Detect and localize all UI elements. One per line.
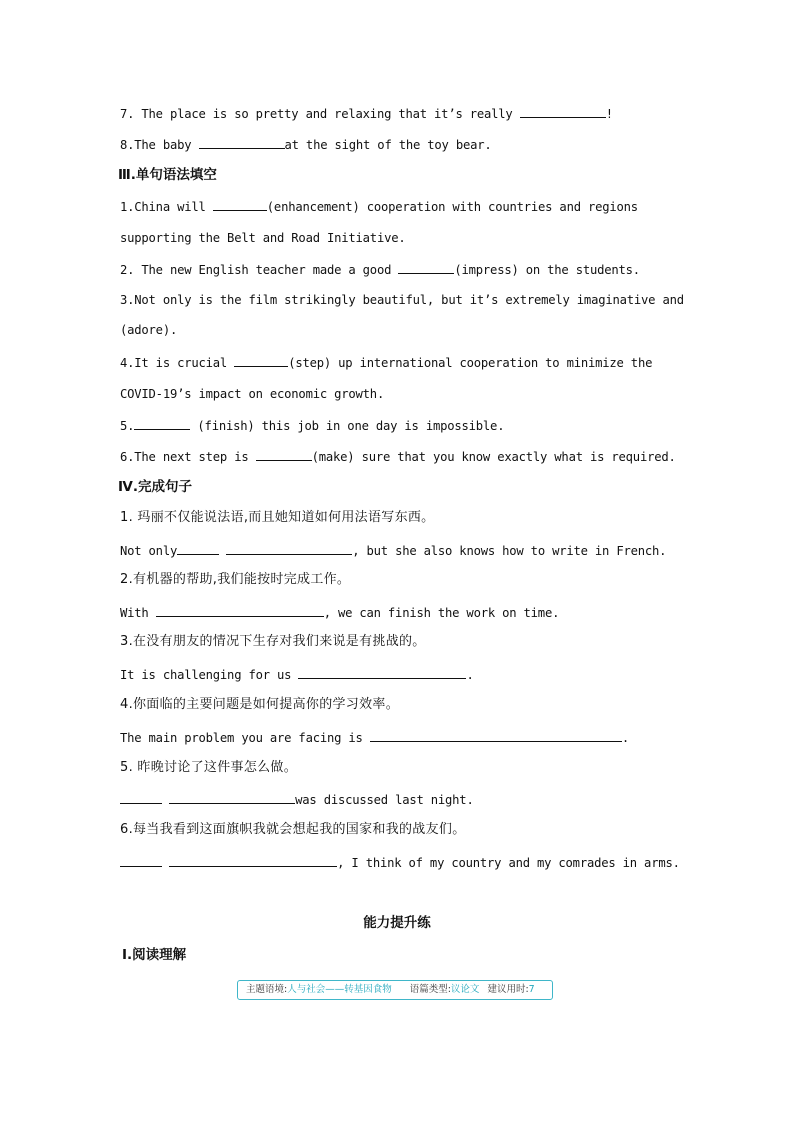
item-text: (impress) on the students.	[454, 263, 640, 277]
topic-label: 主题语境:	[246, 984, 288, 995]
item-text: 2. The new English teacher made a good	[120, 263, 399, 277]
exercise-item-7	[120, 105, 613, 122]
item-text: , I think of my country and my comrades in arms.	[337, 856, 680, 870]
grammar-item-2	[120, 261, 640, 278]
grammar-item-3: 3.Not only is the film strikingly beautiful, but it’s extremely imaginative and	[120, 293, 684, 307]
answer-blank[interactable]	[169, 854, 337, 867]
answer-blank[interactable]	[398, 261, 454, 274]
sentence-answer-3	[120, 666, 474, 683]
item-text: 7. The place is so pretty and relaxing that it’s really	[120, 107, 520, 121]
sentence-prompt-6: 6.每当我看到这面旗帜我就会想起我的国家和我的战友们。	[120, 822, 466, 837]
grammar-item-6	[120, 448, 676, 465]
genre-value: 议论文	[450, 984, 480, 995]
answer-blank[interactable]	[169, 791, 295, 804]
time-label: 建议用时:	[487, 984, 529, 995]
section-heading-sentences: Ⅳ.完成句子	[118, 479, 192, 495]
answer-blank[interactable]	[156, 604, 324, 617]
topic-value: 人与社会——转基因食物	[287, 984, 392, 995]
sentence-answer-2	[120, 604, 559, 621]
grammar-item-1-cont: supporting the Belt and Road Initiative.	[120, 231, 406, 245]
answer-blank[interactable]	[520, 105, 606, 118]
sentence-prompt-4: 4.你面临的主要问题是如何提高你的学习效率。	[120, 697, 400, 712]
item-text: 4.It is crucial	[120, 356, 235, 370]
answer-blank[interactable]	[199, 136, 285, 149]
exercise-item-8	[120, 136, 492, 153]
item-text: , we can finish the work on time.	[323, 606, 560, 620]
item-text: 8.The baby	[120, 138, 199, 152]
item-text: 6.The next step is	[120, 450, 256, 464]
grammar-item-5	[120, 417, 504, 434]
part-title: 能力提升练	[363, 915, 431, 931]
sentence-prompt-5: 5. 昨晚讨论了这件事怎么做。	[120, 760, 298, 775]
item-text: !	[605, 107, 613, 121]
item-text: .	[466, 668, 474, 682]
answer-blank[interactable]	[234, 354, 288, 367]
item-text: at the sight of the toy bear.	[284, 138, 492, 152]
section-heading-grammar: Ⅲ.单句语法填空	[118, 167, 217, 183]
sentence-prompt-1: 1. 玛丽不仅能说法语,而且她知道如何用法语写东西。	[120, 510, 435, 525]
item-text: 5.	[120, 419, 135, 433]
item-text: (make) sure that you know exactly what is required.	[311, 450, 676, 464]
grammar-item-3-cont: (adore).	[120, 323, 178, 337]
grammar-item-4-cont: COVID-19’s impact on economic growth.	[120, 387, 385, 401]
item-text: was discussed last night.	[295, 793, 474, 807]
time-value: 7	[528, 984, 535, 995]
item-text: , but she also knows how to write in French.	[352, 544, 667, 558]
answer-blank[interactable]	[120, 854, 162, 867]
item-text: (finish) this job in one day is impossible.	[190, 419, 505, 433]
item-text: (step) up international cooperation to minimize the	[288, 356, 653, 370]
item-text: The main problem you are facing is	[120, 731, 370, 745]
item-text: 1.China will	[120, 200, 213, 214]
answer-blank[interactable]	[177, 542, 219, 555]
genre-label: 语篇类型:	[409, 984, 451, 995]
sentence-answer-5	[120, 791, 474, 808]
sentence-prompt-2: 2.有机器的帮助,我们能按时完成工作。	[120, 572, 351, 587]
answer-blank[interactable]	[298, 666, 466, 679]
sentence-answer-6	[120, 854, 680, 871]
sentence-answer-1	[120, 542, 666, 559]
item-text: (enhancement) cooperation with countries and regions	[266, 200, 638, 214]
section-heading-reading: Ⅰ.阅读理解	[122, 947, 187, 963]
answer-blank[interactable]	[134, 417, 190, 430]
item-text: Not only	[120, 544, 178, 558]
sentence-prompt-3: 3.在没有朋友的情况下生存对我们来说是有挑战的。	[120, 634, 426, 649]
item-text: .	[621, 731, 629, 745]
answer-blank[interactable]	[226, 542, 352, 555]
grammar-item-1	[120, 198, 638, 215]
answer-blank[interactable]	[370, 729, 622, 742]
topic-info-box	[237, 980, 553, 1000]
answer-blank[interactable]	[256, 448, 312, 461]
grammar-item-4	[120, 354, 652, 371]
item-text: With	[120, 606, 156, 620]
answer-blank[interactable]	[213, 198, 267, 211]
item-text: It is challenging for us	[120, 668, 299, 682]
answer-blank[interactable]	[120, 791, 162, 804]
sentence-answer-4	[120, 729, 629, 746]
